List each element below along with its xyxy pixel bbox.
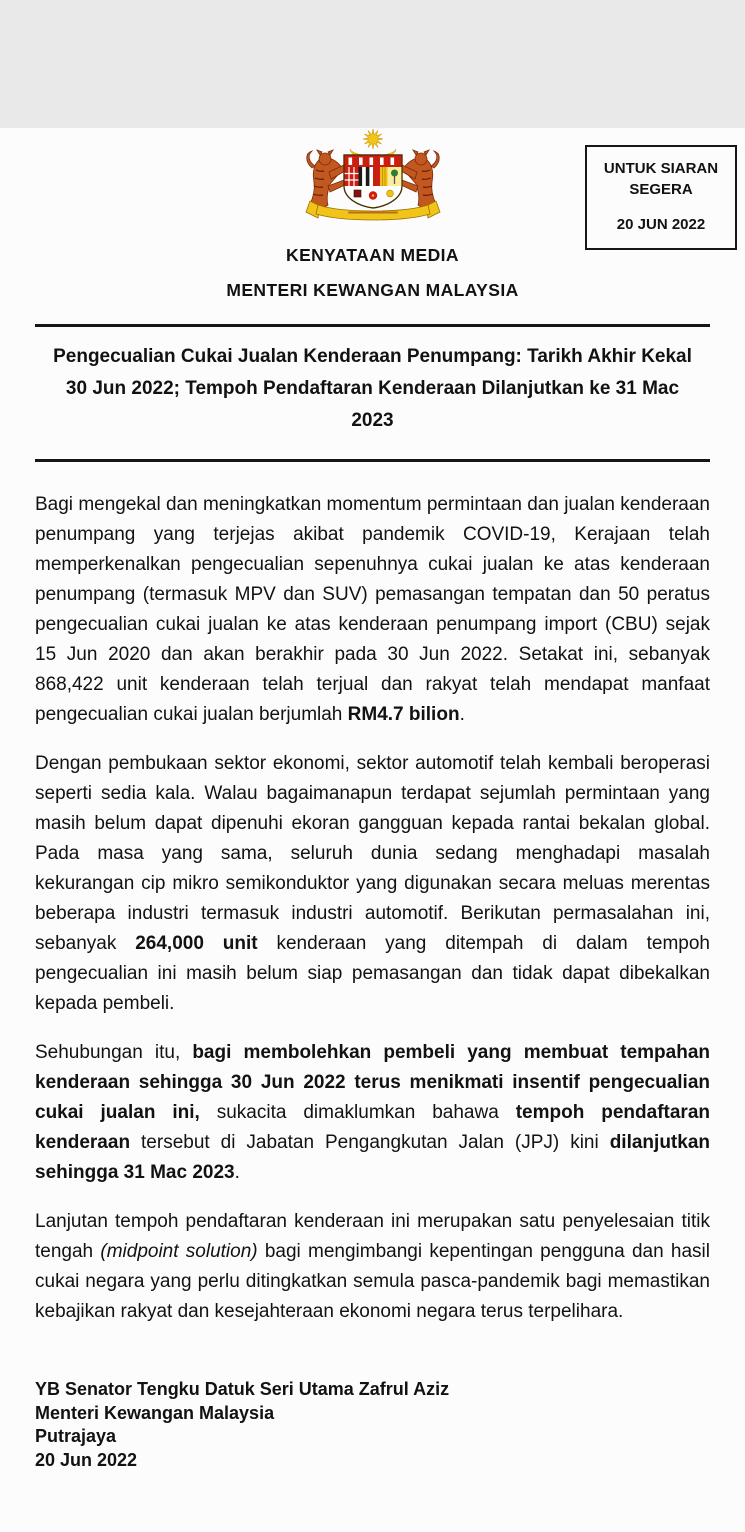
text-segment: dilanjutkan sehingga 31 Mac 2023 — [35, 1132, 710, 1183]
release-date: 20 JUN 2022 — [616, 216, 706, 233]
text-segment: tersebut di Jabatan Pengangkutan Jalan (JPJ) kini — [130, 1132, 610, 1153]
divider-top — [35, 324, 710, 327]
release-status-line1: UNTUK SIARAN — [603, 160, 719, 177]
text-segment: Dengan pembukaan sektor ekonomi, sektor automotif telah kembali beroperasi seperti sedia kala. Walau bagaimanapun terdapat sejumlah permintaan yang masih belum dapat dipenuhi ekoran gangguan kepada rantai bekalan global. Pada masa yang sama, seluruh dunia sedang menghadapi masalah kekurangan cip mikro semikonduktor yang digunakan secara meluas merentas beberapa industri termasuk industri automotif. Berikutan permasalahan ini, sebanyak — [35, 753, 710, 954]
crest-shield — [344, 155, 402, 208]
text-segment: (midpoint solution) — [100, 1241, 258, 1262]
text-segment: kenderaan yang ditempah di dalam tempoh pengecualian ini masih belum siap pemasangan dan tidak dapat dibekalkan kepada pembeli. — [35, 933, 710, 1014]
paragraph-3 — [35, 1038, 710, 1188]
paragraph-1 — [35, 490, 710, 730]
paragraph-2 — [35, 749, 710, 1019]
document-header-line2: MENTERI KEWANGAN MALAYSIA — [226, 280, 519, 300]
signatory-title: Menteri Kewangan Malaysia — [35, 1402, 275, 1423]
text-segment: sukacita dimaklumkan bahawa — [199, 1102, 516, 1123]
release-status-box — [585, 145, 737, 250]
text-segment: Bagi mengekal dan meningkatkan momentum permintaan dan jualan kenderaan penumpang yang terjejas akibat pandemik COVID-19, Kerajaan telah memperkenalkan pengecualian sepenuhnya cukai jualan ke atas kenderaan penumpang (termasuk MPV dan SUV) pemasangan tempatan dan 50 peratus pengecualian cukai jualan ke atas kenderaan penumpang import (CBU) sejak 15 Jun 2020 dan akan berakhir pada 30 Jun 2022. Setakat ini, sebanyak 868,422 unit kenderaan telah terjual dan rakyat telah mendapat manfaat pengecualian cukai jualan berjumlah — [35, 494, 710, 725]
document-title: Pengecualian Cukai Jualan Kenderaan Penumpang: Tarikh Akhir Kekal 30 Jun 2022; Tempoh Pendaftaran Kenderaan Dilanjutkan ke 31 Mac 2023 — [53, 346, 692, 431]
signature-date: 20 Jun 2022 — [35, 1449, 138, 1470]
release-status-line2: SEGERA — [629, 181, 693, 198]
body-paragraphs — [35, 490, 710, 1327]
press-release-document — [0, 128, 745, 1532]
text-segment: . — [234, 1162, 240, 1183]
text-segment: . — [459, 704, 465, 725]
malaysia-coat-of-arms-icon — [298, 128, 448, 220]
crest-tiger-left — [306, 150, 344, 207]
text-segment: Lanjutan tempoh pendaftaran kenderaan ini merupakan satu penyelesaian titik tengah — [35, 1211, 710, 1262]
signatory-location: Putrajaya — [35, 1426, 117, 1446]
text-segment: tempoh pendaftaran kenderaan — [35, 1102, 710, 1153]
paragraph-4 — [35, 1207, 710, 1327]
text-segment: bagi membolehkan pembeli yang membuat tempahan kenderaan sehingga 30 Jun 2022 terus menikmati insentif pengecualian cukai jualan ini, — [35, 1042, 710, 1123]
text-segment: 264,000 unit — [135, 933, 258, 954]
document-header-line1: KENYATAAN MEDIA — [286, 245, 459, 265]
text-segment: bagi mengimbangi kepentingan pengguna dan hasil cukai negara yang perlu ditingkatkan semula pasca-pandemik bagi memastikan kebajikan rakyat dan kesejahteraan ekonomi negara terus terpelihara. — [35, 1241, 710, 1322]
signatory-name: YB Senator Tengku Datuk Seri Utama Zafrul Aziz — [35, 1379, 450, 1399]
text-segment: RM4.7 bilion — [347, 704, 460, 725]
crest-star — [363, 129, 383, 149]
signature-block — [35, 1378, 710, 1472]
crest-tiger-right — [401, 150, 439, 207]
divider-bottom — [35, 459, 710, 462]
text-segment: Sehubungan itu, — [35, 1042, 193, 1063]
